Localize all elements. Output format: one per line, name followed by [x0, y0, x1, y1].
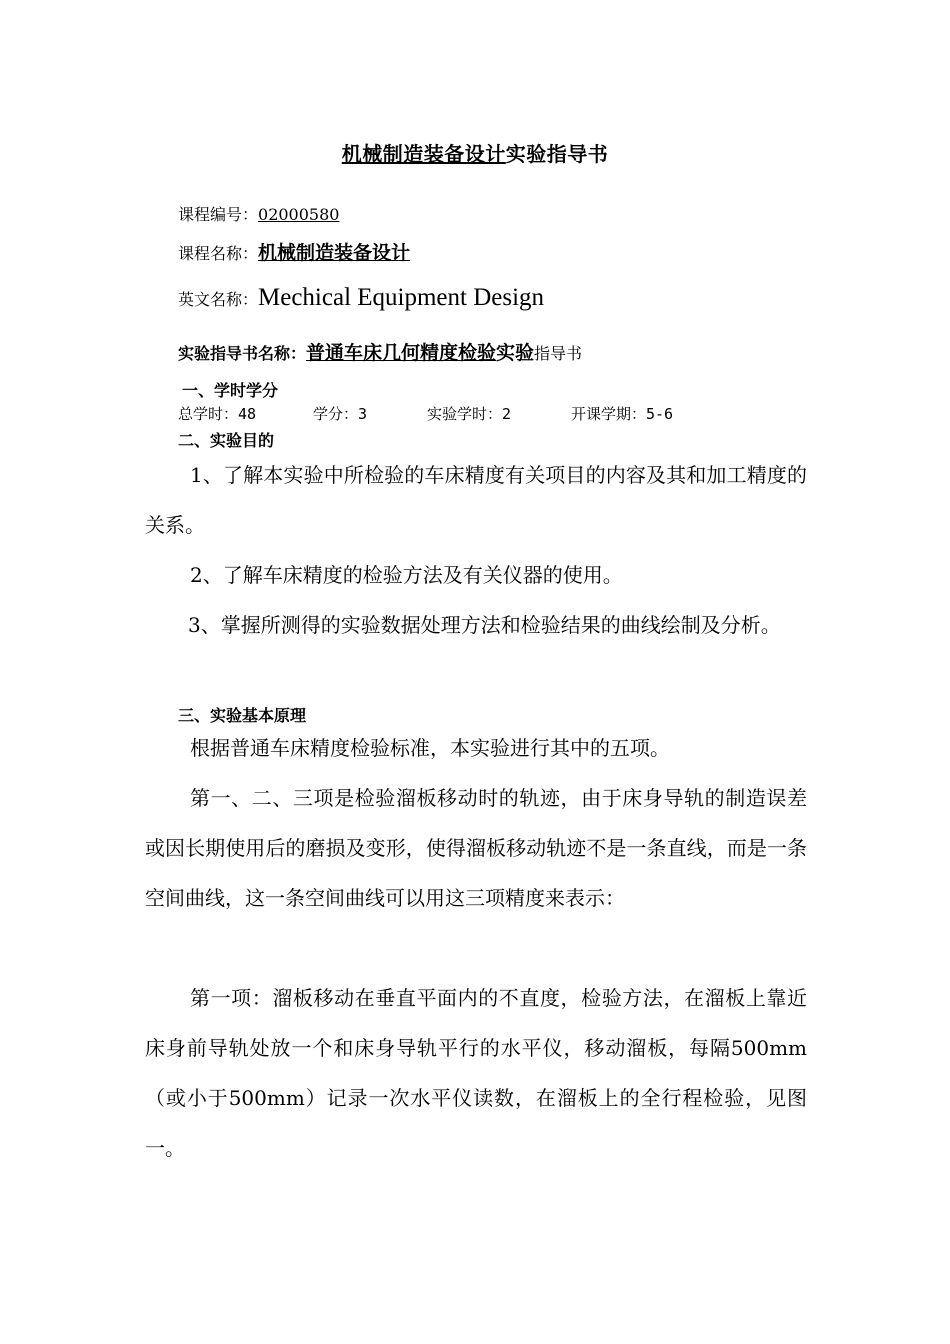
english-name-value: Mechical Equipment Design: [258, 284, 545, 311]
guide-name-line: [178, 338, 582, 365]
principle-paragraph-1: 根据普通车床精度检验标准，本实验进行其中的五项。: [190, 736, 670, 760]
course-name-value: 机械制造装备设计: [258, 242, 411, 264]
total-hours: 总学时：48: [178, 405, 257, 423]
course-code-value: 02000580: [258, 205, 340, 224]
course-code-label: 课程编号：: [178, 205, 259, 224]
guide-name-tail: 实验: [496, 342, 535, 364]
guide-name-suffix: 指导书: [534, 344, 583, 363]
section3-heading: 三、实验基本原理: [178, 706, 307, 725]
document-title: [0, 138, 950, 167]
course-name-line: [178, 238, 410, 265]
title-rest: 实验指导书: [505, 142, 609, 166]
principle-paragraph-3: 第一项：溜板移动在垂直平面内的不直度，检验方法，在溜板上靠近床身前导轨处放一个和床身导轨平行的水平仪，移动溜板，每隔500mm（或小于500mm）记录一次水平仪读数，在溜板上的全行程检验，见图一。: [145, 986, 807, 1160]
lab-hours: 实验学时：2: [427, 405, 512, 423]
course-code-line: [178, 202, 339, 225]
section1-heading: 一、学时学分: [182, 381, 279, 400]
objective-item-2: 2、了解车床精度的检验方法及有关仪器的使用。: [190, 563, 623, 587]
objective-item-3: 3、掌握所测得的实验数据处理方法和检验结果的曲线绘制及分析。: [188, 613, 781, 637]
english-name-label: 英文名称：: [178, 290, 259, 309]
credits: 学分：3: [313, 405, 368, 423]
title-underlined-part: 机械制造装备设计: [341, 142, 506, 166]
guide-name-value: 普通车床几何精度检验: [306, 342, 497, 364]
semester: 开课学期：5-6: [571, 405, 674, 423]
english-name-line: [178, 284, 544, 312]
principle-paragraph-2: 第一、二、三项是检验溜板移动时的轨迹，由于床身导轨的制造误差或因长期使用后的磨损及变形，使得溜板移动轨迹不是一条直线，而是一条空间曲线，这一条空间曲线可以用这三项精度来表示：: [145, 786, 807, 910]
section2-heading: 二、实验目的: [178, 431, 275, 450]
guide-name-label: 实验指导书名称：: [178, 344, 307, 363]
course-name-label: 课程名称：: [178, 244, 259, 263]
objective-item-1: 1、了解本实验中所检验的车床精度有关项目的内容及其和加工精度的关系。: [145, 463, 807, 537]
